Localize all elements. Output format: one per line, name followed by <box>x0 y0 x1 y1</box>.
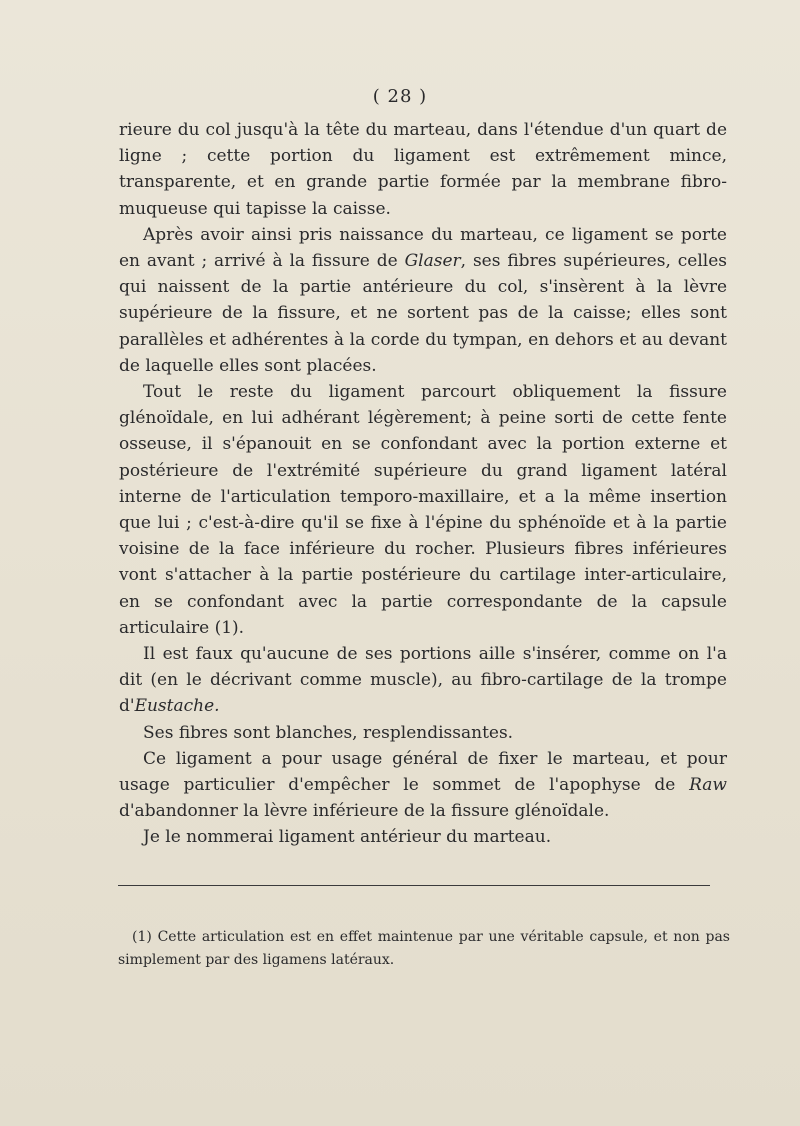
paragraph-6: Ce ligament a pour usage général de fixer le marteau, et pour usage particulier d'empêcher le sommet de l'apophyse de Raw d'abandonner la lèvre inférieure de la fissure glénoïdale. <box>119 748 727 822</box>
page-number: ( 28 ) <box>372 86 428 107</box>
body-text <box>119 117 727 851</box>
footnote-divider <box>118 885 710 886</box>
paragraph-7: Je le nommerai ligament antérieur du marteau. <box>143 827 552 848</box>
paragraph-3: Tout le reste du ligament parcourt obliquement la fissure glénoïdale, en lui adhérant légèrement; à peine sorti de cette fente osseuse, il s'épanouit en se confondant avec la portion externe et postérieure de l'extrémité supérieure du grand ligament latéral interne de l'articulation temporo-maxillaire, et a la même insertion que lui ; c'est-à-dire qu'il se fixe à l'épine du sphénoïde et à la partie voisine de la face inférieure du rocher. Plusieurs fibres inférieures vont s'attacher à la partie postérieure du cartilage inter-articulaire, en se confondant avec la partie correspondante de la capsule articulaire (1). <box>119 382 727 638</box>
paragraph-4: Il est faux qu'aucune de ses portions aille s'insérer, comme on l'a dit (en le décrivant comme muscle), au fibro-cartilage de la trompe d'Eustache. <box>119 644 727 717</box>
paragraph-4-italic: Eustache. <box>134 696 220 717</box>
paragraph-5: Ses fibres sont blanches, resplendissantes. <box>143 722 514 743</box>
footnote-text: (1) Cette articulation est en effet maintenue par une véritable capsule, et non pas simplement par des ligamens latéraux. <box>118 929 730 968</box>
paragraph-2-italic: Glaser <box>404 251 461 272</box>
paragraph-1: rieure du col jusqu'à la tête du marteau, dans l'étendue d'un quart de ligne ; cette portion du ligament est extrêmement mince, transparente, et en grande partie formée par la membrane fibro-muqueuse qui tapisse la caisse. <box>119 120 727 219</box>
footnote <box>118 926 730 972</box>
paragraph-2: Après avoir ainsi pris naissance du marteau, ce ligament se porte en avant ; arrivé à la fissure de Glaser, ses fibres supérieures, celles qui naissent de la partie antérieure du col, s'insèrent à la lèvre supérieure de la fissure, et ne sortent pas de la caisse; elles sont parallèles et adhérentes à la corde du tympan, en dehors et au devant de laquelle elles sont placées. <box>119 224 728 376</box>
paragraph-6-italic: Raw <box>689 775 727 796</box>
